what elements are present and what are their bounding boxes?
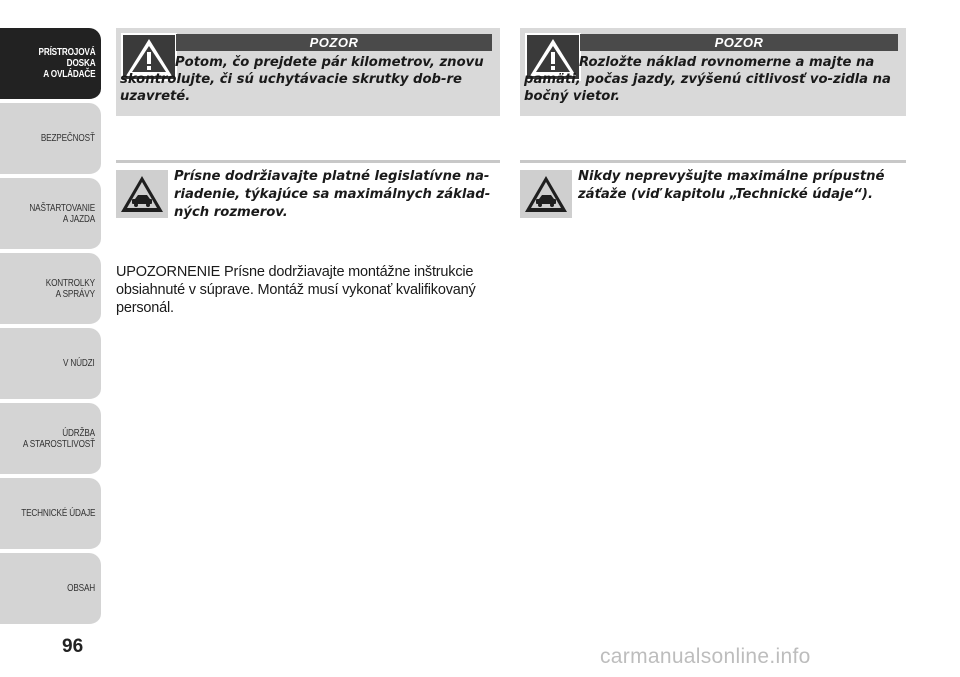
notice-item (116, 160, 500, 230)
notice-lead: UPOZORNENIE (116, 264, 221, 280)
body-paragraph (116, 263, 502, 317)
tab-safety[interactable]: BEZPEČNOSŤ (0, 103, 101, 176)
page-number: 96 (62, 636, 84, 657)
watermark: carmanualsonline.info (600, 645, 811, 668)
notice-text: Nikdy neprevyšujte maximálne prípustné záťaže (viď kapitolu „Technické údaje“). (578, 169, 885, 202)
warning-text: Rozložte náklad rovnomerne a majte na pamäti, počas jazdy, zvýšenú citlivosť vo-zidla na bočný vietor. (524, 55, 891, 104)
tab-instrument-panel[interactable]: PRÍSTROJOVÁ DOSKA A OVLÁDAČE (0, 28, 101, 101)
notice-body: Prísne dodržiavajte montážne inštrukcie obsiahnuté v súprave. Montáž musí vykonať kvalifikovaný personál. (116, 264, 476, 316)
warning-box (520, 28, 906, 116)
tab-technical-data[interactable]: TECHNICKÉ ÚDAJE (0, 478, 101, 551)
tab-maintenance[interactable]: ÚDRŽBA A STAROSTLIVOSŤ (0, 403, 101, 476)
tab-contents[interactable]: OBSAH (0, 553, 101, 626)
warning-header: POZOR (176, 34, 492, 51)
notice-item (520, 160, 906, 230)
tab-warning-lights[interactable]: KONTROLKY A SPRÁVY (0, 253, 101, 326)
warning-box (116, 28, 500, 116)
car-triangle-icon (520, 170, 572, 218)
tab-starting-driving[interactable]: NAŠTARTOVANIE A JAZDA (0, 178, 101, 251)
separator-line (116, 160, 500, 163)
separator-line (520, 160, 906, 163)
tab-emergency[interactable]: V NÚDZI (0, 328, 101, 401)
car-triangle-icon (116, 170, 168, 218)
warning-text: Potom, čo prejdete pár kilometrov, znovu skontrolujte, či sú uchytávacie skrutky dob-re uzavreté. (120, 55, 484, 104)
notice-text: Prísne dodržiavajte platné legislatívne na-riadenie, týkajúce sa maximálnych základ-ných rozmerov. (174, 169, 491, 220)
warning-header: POZOR (580, 34, 898, 51)
